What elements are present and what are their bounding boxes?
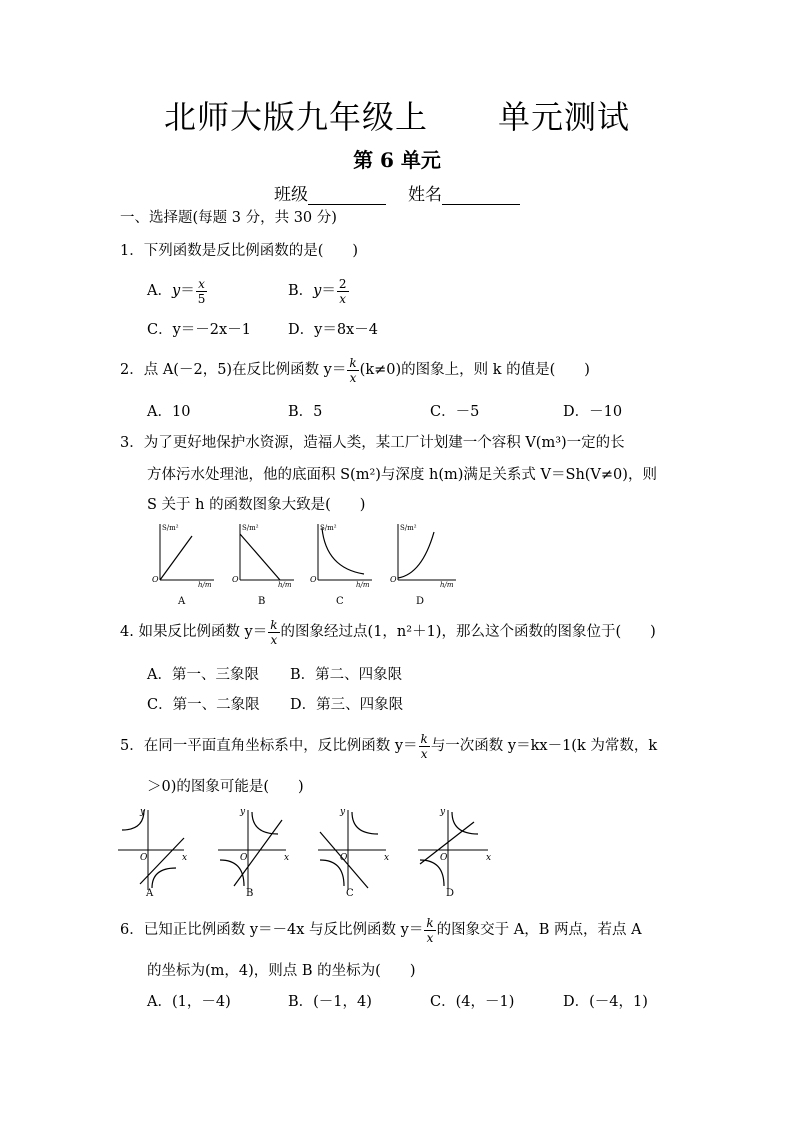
q2-option-c[interactable]: C．－5 bbox=[430, 404, 480, 420]
q5-graph-a[interactable] bbox=[118, 807, 187, 899]
name-label: 姓名 bbox=[408, 185, 442, 205]
q3-line3: S 关于 h 的函数图象大致是( ) bbox=[147, 497, 366, 513]
name-blank[interactable] bbox=[442, 186, 520, 205]
q3-a-x-label: h/m bbox=[198, 581, 212, 589]
q5-graph-b[interactable] bbox=[218, 807, 289, 899]
svg-text:S/m²: S/m² bbox=[400, 524, 417, 532]
title-left: 北师大版九年级上 bbox=[163, 98, 428, 136]
svg-text:O: O bbox=[140, 853, 148, 863]
q3-c-curve bbox=[322, 528, 364, 574]
q4-option-d[interactable]: D．第三、四象限 bbox=[290, 697, 404, 713]
class-name-line bbox=[0, 180, 794, 205]
q6-option-c[interactable]: C．(4，－1) bbox=[430, 994, 515, 1010]
svg-text:O: O bbox=[240, 853, 248, 863]
section-heading: 一、选择题(每题 3 分，共 30 分) bbox=[120, 210, 337, 226]
svg-text:h/m: h/m bbox=[440, 581, 454, 589]
q1-stem: 1．下列函数是反比例函数的是( ) bbox=[120, 243, 359, 259]
q1-option-c[interactable]: C．y＝－2x－1 bbox=[147, 322, 251, 338]
q5-a-label: A bbox=[146, 888, 154, 899]
svg-text:h/m: h/m bbox=[278, 581, 292, 589]
svg-text:x: x bbox=[486, 853, 492, 863]
q6-option-b[interactable]: B．(－1，4) bbox=[288, 994, 372, 1010]
svg-text:S/m²: S/m² bbox=[242, 524, 259, 532]
q1-b-fraction: $\frac{2}{x}$ bbox=[338, 276, 347, 306]
q3-graphs bbox=[140, 518, 470, 610]
q1-a-fraction: $\frac{x}{5}$ bbox=[197, 276, 206, 306]
q3-graph-b[interactable] bbox=[232, 524, 294, 607]
unit-label: 第 6 单元 bbox=[353, 148, 441, 172]
q5-b-label: B bbox=[246, 888, 254, 899]
svg-text:O: O bbox=[340, 853, 348, 863]
q3-d-curve bbox=[398, 532, 434, 578]
q5-graphs bbox=[112, 802, 502, 900]
svg-text:y: y bbox=[340, 807, 346, 817]
q5-stem: 5．在同一平面直角坐标系中，反比例函数 y＝ $\frac{k}{x}$ 与一次函数 y＝kx－1(k 为常数，k bbox=[120, 731, 658, 761]
q1-option-d[interactable]: D．y＝8x－4 bbox=[288, 322, 378, 338]
svg-text:y: y bbox=[240, 807, 246, 817]
q6-line2: 的坐标为(m，4)，则点 B 的坐标为( ) bbox=[147, 963, 416, 979]
svg-text:S/m²: S/m² bbox=[320, 524, 337, 532]
q3-a-curve bbox=[160, 536, 192, 580]
q5-graph-d[interactable] bbox=[418, 807, 491, 899]
q2-option-d[interactable]: D．－10 bbox=[563, 404, 623, 420]
class-label: 班级 bbox=[274, 185, 308, 205]
q6-option-a[interactable]: A．(1，－4) bbox=[147, 994, 231, 1010]
svg-text:O: O bbox=[390, 575, 397, 584]
svg-text:y: y bbox=[140, 807, 146, 817]
q4-option-c[interactable]: C．第一、二象限 bbox=[147, 697, 260, 713]
q3-a-origin: O bbox=[152, 575, 159, 584]
svg-text:y: y bbox=[440, 807, 446, 817]
q1-option-b[interactable]: B．y＝ $\frac{2}{x}$ bbox=[288, 276, 347, 306]
q3-b-curve bbox=[240, 534, 280, 580]
q3-c-label: C bbox=[336, 596, 344, 607]
q3-a-label: A bbox=[178, 596, 186, 607]
q6-option-d[interactable]: D．(－4，1) bbox=[563, 994, 648, 1010]
q3-b-label: B bbox=[258, 596, 266, 607]
svg-text:x: x bbox=[182, 853, 188, 863]
q3-graph-c[interactable] bbox=[310, 524, 372, 607]
q3-d-label: D bbox=[416, 596, 425, 607]
title-right: 单元测试 bbox=[498, 98, 631, 136]
q2-stem: 2．点 A(－2，5)在反比例函数 y＝ $\frac{k}{x}$ (k≠0)的图象上，则 k 的值是( ) bbox=[120, 355, 590, 385]
q3-a-y-label: S/m² bbox=[162, 524, 179, 532]
svg-text:x: x bbox=[384, 853, 390, 863]
svg-text:h/m: h/m bbox=[356, 581, 370, 589]
q5-line2: ＞0)的图象可能是( ) bbox=[147, 779, 304, 795]
q2-option-b[interactable]: B．5 bbox=[288, 404, 323, 420]
q3-graph-a[interactable] bbox=[152, 524, 214, 607]
q3-graph-d[interactable] bbox=[390, 524, 456, 607]
svg-text:O: O bbox=[310, 575, 317, 584]
q6-stem: 6．已知正比例函数 y＝－4x 与反比例函数 y＝ $\frac{k}{x}$ 的图象交于 A，B 两点，若点 A bbox=[120, 915, 642, 945]
q5-graph-c[interactable] bbox=[318, 807, 389, 899]
svg-text:x: x bbox=[284, 853, 290, 863]
q4-stem: 4. 如果反比例函数 y＝ $\frac{k}{x}$ 的图象经过点(1，n²＋1)，那么这个函数的图象位于( ) bbox=[120, 617, 656, 647]
q3-line2: 方体污水处理池，他的底面积 S(m²)与深度 h(m)满足关系式 V＝Sh(V≠0)，则 bbox=[147, 467, 657, 483]
q4-option-b[interactable]: B．第二、四象限 bbox=[290, 667, 403, 683]
page-title bbox=[0, 92, 794, 138]
q5-d-label: D bbox=[446, 888, 455, 899]
q5-c-label: C bbox=[346, 888, 354, 899]
svg-text:O: O bbox=[440, 853, 448, 863]
q1-option-a[interactable]: A．y＝ $\frac{x}{5}$ bbox=[147, 276, 206, 306]
q4-option-a[interactable]: A．第一、三象限 bbox=[147, 667, 259, 683]
q3-line1: 3．为了更好地保护水资源，造福人类，某工厂计划建一个容积 V(m³)一定的长 bbox=[120, 435, 625, 451]
svg-text:O: O bbox=[232, 575, 239, 584]
q2-option-a[interactable]: A．10 bbox=[147, 404, 191, 420]
class-blank[interactable] bbox=[308, 186, 386, 205]
